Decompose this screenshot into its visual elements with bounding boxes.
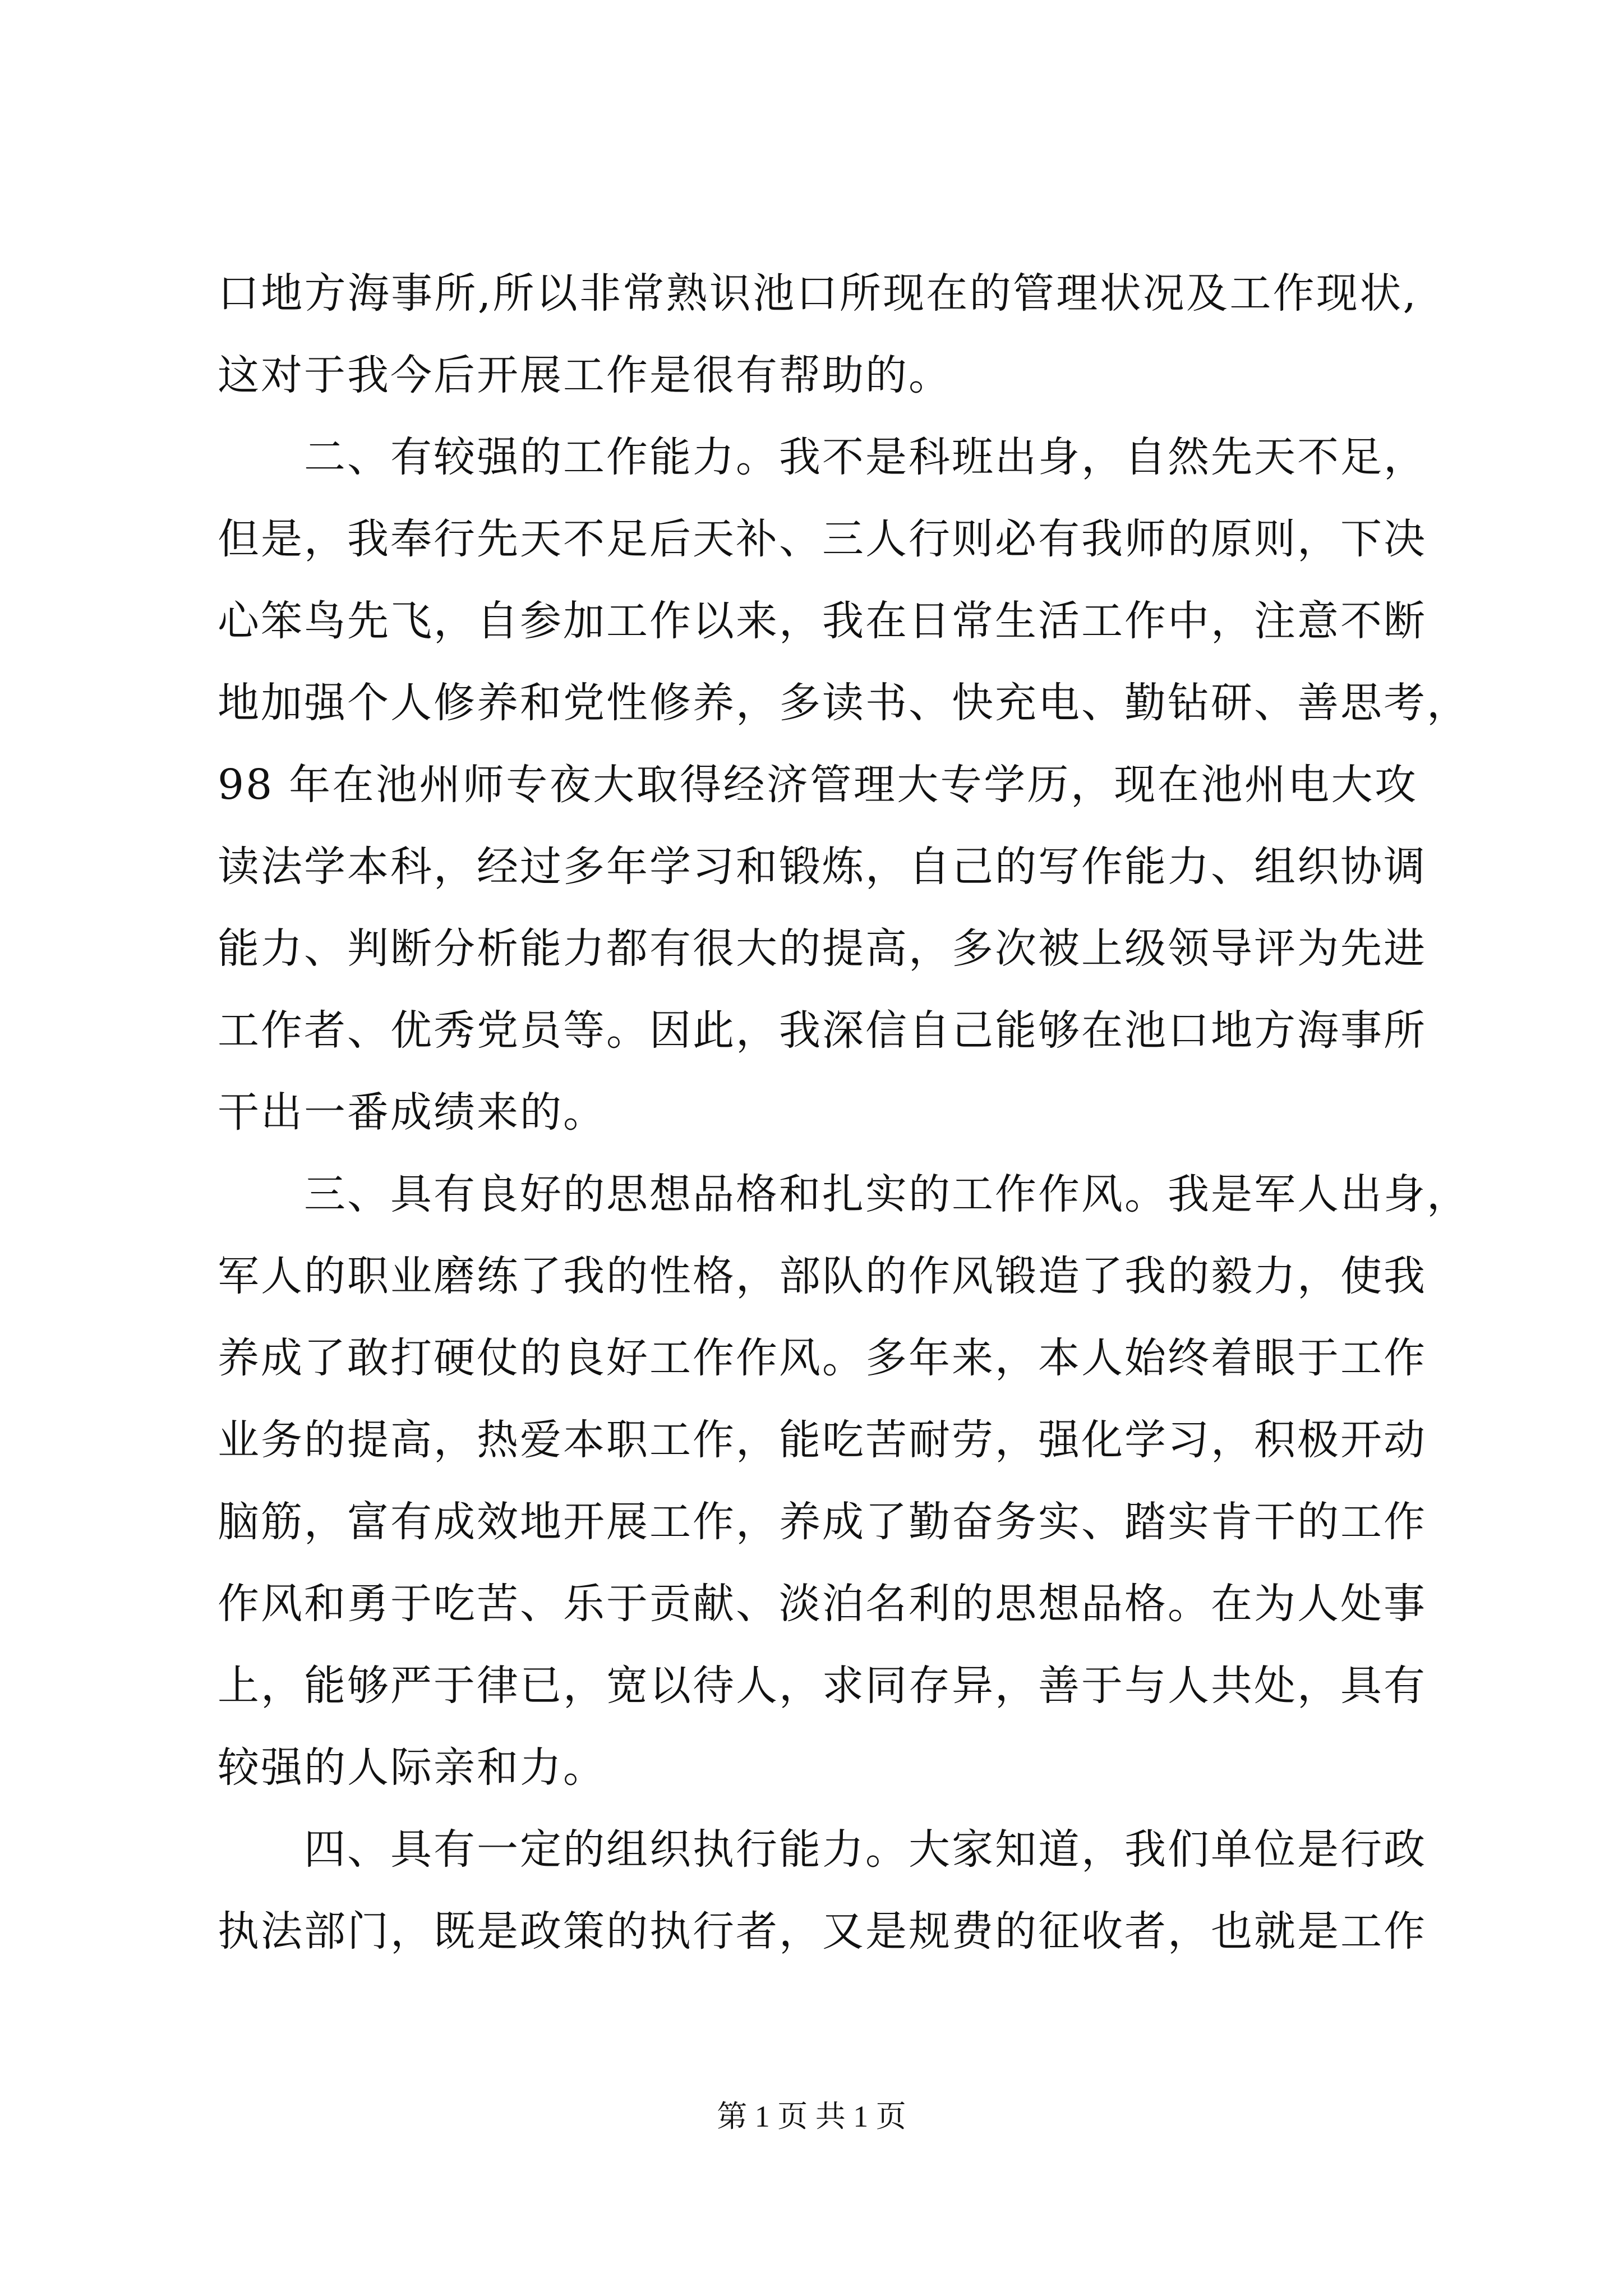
document-body	[218, 252, 1470, 1972]
text-line: 能力、判断分析能力都有很大的提高，多次被上级领导评为先进	[218, 924, 1427, 973]
text-line: 脑筋，富有成效地开展工作，养成了勤奋务实、踏实肯干的工作	[218, 1498, 1427, 1546]
text-line: 执法部门，既是政策的执行者，又是规费的征收者，也就是工作	[218, 1907, 1427, 1955]
text-line: 二、有较强的工作能力。我不是科班出身，自然先天不足，	[218, 433, 1427, 481]
text-line: 业务的提高，热爱本职工作，能吃苦耐劳，强化学习，积极开动	[218, 1416, 1427, 1464]
text-line: 作风和勇于吃苦、乐于贡献、淡泊名利的思想品格。在为人处事	[218, 1580, 1427, 1628]
text-line: 这对于我今后开展工作是很有帮助的。	[218, 351, 952, 399]
text-line: 但是，我奉行先天不足后天补、三人行则必有我师的原则，下决	[218, 515, 1427, 563]
text-line: 军人的职业磨练了我的性格，部队的作风锻造了我的毅力，使我	[218, 1252, 1427, 1300]
text-line: 读法学本科，经过多年学习和锻炼，自己的写作能力、组织协调	[218, 843, 1427, 891]
text-line: 地加强个人修养和党性修养，多读书、快充电、勤钻研、善思考，	[218, 679, 1470, 727]
text-line: 四、具有一定的组织执行能力。大家知道，我们单位是行政	[218, 1825, 1427, 1874]
text-line: 上，能够严于律已，宽以待人，求同存异，善于与人共处，具有	[218, 1662, 1427, 1710]
text-line: 三、具有良好的思想品格和扎实的工作作风。我是军人出身，	[218, 1170, 1470, 1218]
text-line: 干出一番成绩来的。	[218, 1088, 606, 1137]
text-line: 较强的人际亲和力。	[218, 1743, 606, 1792]
text-line: 心笨鸟先飞，自参加工作以来，我在日常生活工作中，注意不断	[218, 597, 1427, 645]
text-line: 口地方海事所,所以非常熟识池口所现在的管理状况及工作现状,	[218, 269, 1418, 318]
text-line: 工作者、优秀党员等。因此，我深信自己能够在池口地方海事所	[218, 1006, 1427, 1055]
page-footer: 第 1 页 共 1 页	[717, 2100, 906, 2133]
text-line: 养成了敢打硬仗的良好工作作风。多年来，本人始终着眼于工作	[218, 1334, 1427, 1382]
text-line: 98 年在池州师专夜大取得经济管理大专学历，现在池州电大攻	[218, 761, 1418, 809]
